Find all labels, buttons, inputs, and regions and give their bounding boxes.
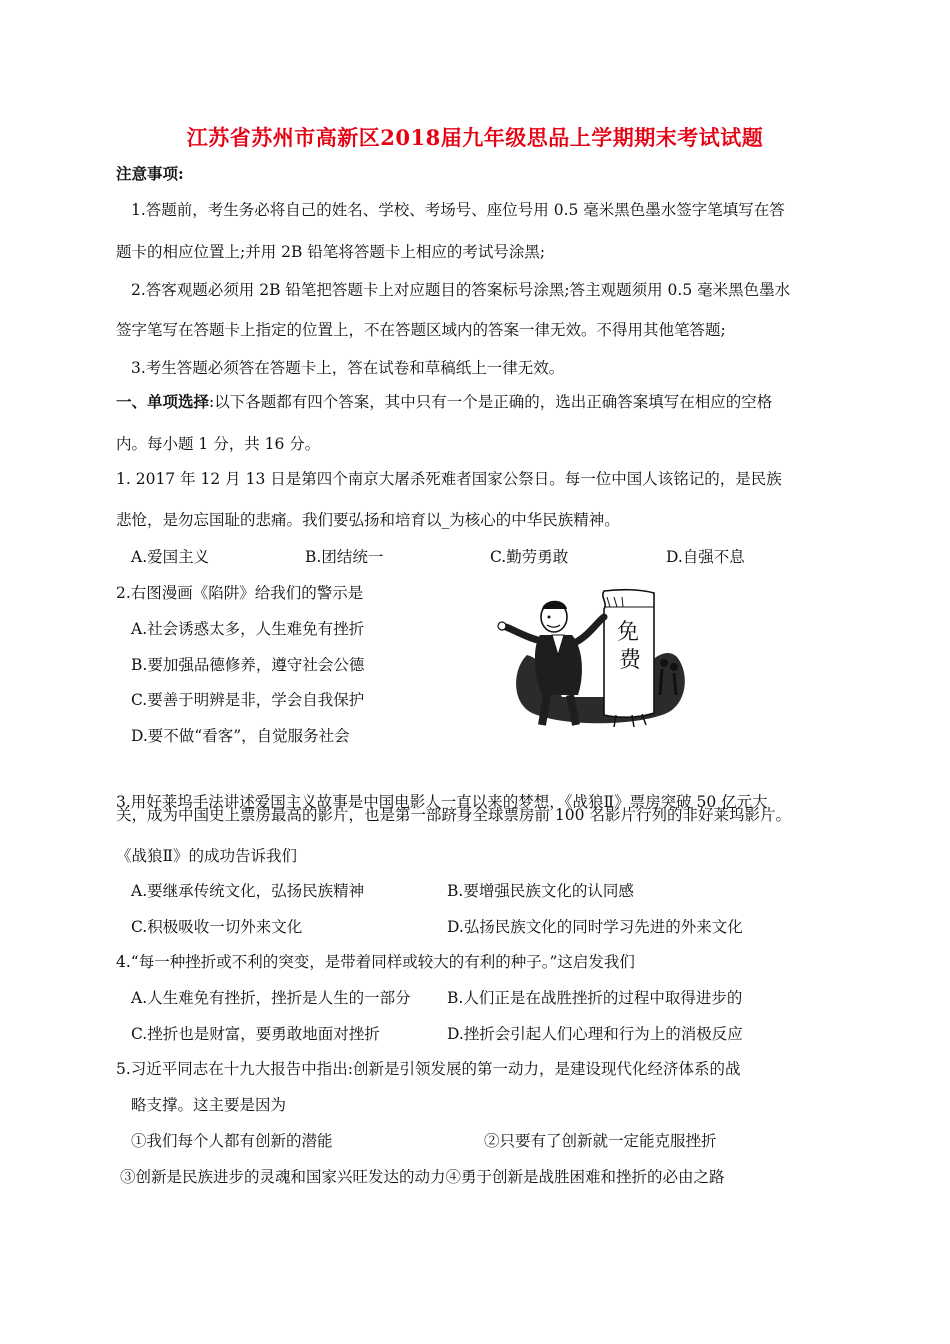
notice-item-1-line-1: 1.答题前，考生务必将自己的姓名、学校、考场号、座位号用 0.5 毫米黑色墨水签字笔填写在答 bbox=[131, 201, 785, 219]
q4-option-c: C.挫折也是财富，要勇敢地面对挫折 bbox=[131, 1025, 380, 1043]
q5-option-4: ④勇于创新是战胜困难和挫折的必由之路 bbox=[445, 1168, 725, 1186]
figure-head-2 bbox=[670, 663, 678, 671]
q3-stem-line-1: 3.用好莱坞手法讲述爱国主义故事是中国电影人一直以来的梦想，《战狼Ⅱ》票房突破 50 亿元大 bbox=[116, 793, 768, 811]
q2-option-d: D.要不做“看客”，自觉服务社会 bbox=[131, 727, 350, 745]
q2-option-b: B.要加强品德修养，遵守社会公德 bbox=[131, 656, 365, 674]
q1-option-d: D.自强不息 bbox=[666, 548, 745, 566]
sign-text-mian: 免 bbox=[617, 620, 640, 645]
q4-stem: 4.“每一种挫折或不利的突变，是带着同样或较大的有利的种子。”这启发我们 bbox=[116, 953, 635, 971]
q4-option-d: D.挫折会引起人们心理和行为上的消极反应 bbox=[447, 1025, 743, 1043]
sign-text-fei: 费 bbox=[619, 648, 642, 673]
section-1-desc-line-2: 内。每小题 1 分，共 16 分。 bbox=[116, 435, 321, 453]
q3-option-d: D.弘扬民族文化的同时学习先进的外来文化 bbox=[447, 918, 743, 936]
q3-option-b: B.要增强民族文化的认同感 bbox=[447, 882, 634, 900]
q5-stem-line-2: 略支撑。这主要是因为 bbox=[131, 1096, 287, 1114]
notice-item-2-line-1: 2.答客观题必须用 2B 铅笔把答题卡上对应题目的答案标号涂黑;答主观题须用 0.5 毫米黑色墨水 bbox=[131, 281, 791, 299]
trap-cartoon-image bbox=[492, 577, 692, 737]
q1-stem-line-1: 1. 2017 年 12 月 13 日是第四个南京大屠杀死难者国家公祭日。每一位中国人该铭记的，是民族 bbox=[116, 470, 782, 488]
man-arm-right bbox=[574, 617, 604, 643]
q1-option-c: C.勤劳勇敢 bbox=[490, 548, 569, 566]
section-1-heading: 一、单项选择 bbox=[116, 392, 210, 411]
page-title: 江苏省苏州市高新区2018届九年级思品上学期期末考试试题 bbox=[186, 125, 764, 150]
q1-stem-line-2: 悲怆，是勿忘国耻的悲痛。我们要弘扬和培育以_为核心的中华民族精神。 bbox=[116, 511, 620, 529]
q2-option-c: C.要善于明辨是非，学会自我保护 bbox=[131, 691, 365, 709]
man-hand bbox=[498, 622, 506, 630]
q3-stem-line-2: 关，成为中国史上票房最高的影片，也是第一部跻身全球票房前 100 名影片行列的非好莱坞影片。 bbox=[116, 806, 791, 824]
q4-option-b: B.人们正是在战胜挫折的过程中取得进步的 bbox=[447, 989, 743, 1007]
q5-option-3: ③创新是民族进步的灵魂和国家兴旺发达的动力 bbox=[120, 1168, 446, 1186]
q1-option-b: B.团结统一 bbox=[305, 548, 384, 566]
q2-option-a: A.社会诱惑太多，人生难免有挫折 bbox=[131, 620, 365, 638]
notice-item-2-line-2: 签字笔写在答题卡上指定的位置上，不在答题区域内的答案一律无效。不得用其他笔答题; bbox=[116, 321, 726, 339]
q2-stem: 2.右图漫画《陷阱》给我们的警示是 bbox=[116, 584, 364, 602]
q5-option-1: ①我们每个人都有创新的潜能 bbox=[131, 1132, 333, 1150]
q4-option-a: A.人生难免有挫折，挫折是人生的一部分 bbox=[131, 989, 411, 1007]
man-hair bbox=[542, 601, 567, 609]
q5-option-2: ②只要有了创新就一定能克服挫折 bbox=[484, 1132, 717, 1150]
q3-option-a: A.要继承传统文化，弘扬民族精神 bbox=[131, 882, 365, 900]
notice-heading: 注意事项: bbox=[116, 164, 184, 183]
notice-item-3: 3.考生答题必须答在答题卡上，答在试卷和草稿纸上一律无效。 bbox=[131, 359, 565, 377]
q5-stem-line-1: 5.习近平同志在十九大报告中指出:创新是引领发展的第一动力，是建设现代化经济体系的战 bbox=[116, 1060, 741, 1078]
figure-head-1 bbox=[660, 659, 668, 667]
section-1-desc: :以下各题都有四个答案，其中只有一个是正确的，选出正确答案填写在相应的空格 bbox=[209, 393, 773, 411]
section-1-intro bbox=[116, 390, 772, 412]
q1-option-a: A.爱国主义 bbox=[131, 548, 210, 566]
notice-item-1-line-2: 题卡的相应位置上;并用 2B 铅笔将答题卡上相应的考试号涂黑; bbox=[116, 243, 546, 261]
q5-option-3-4 bbox=[120, 1165, 725, 1187]
q3-stem-line-3: 《战狼Ⅱ》的成功告诉我们 bbox=[116, 847, 298, 865]
man-arm-left bbox=[506, 627, 542, 641]
man-eye bbox=[548, 616, 551, 619]
q3-option-c: C.积极吸收一切外来文化 bbox=[131, 918, 303, 936]
